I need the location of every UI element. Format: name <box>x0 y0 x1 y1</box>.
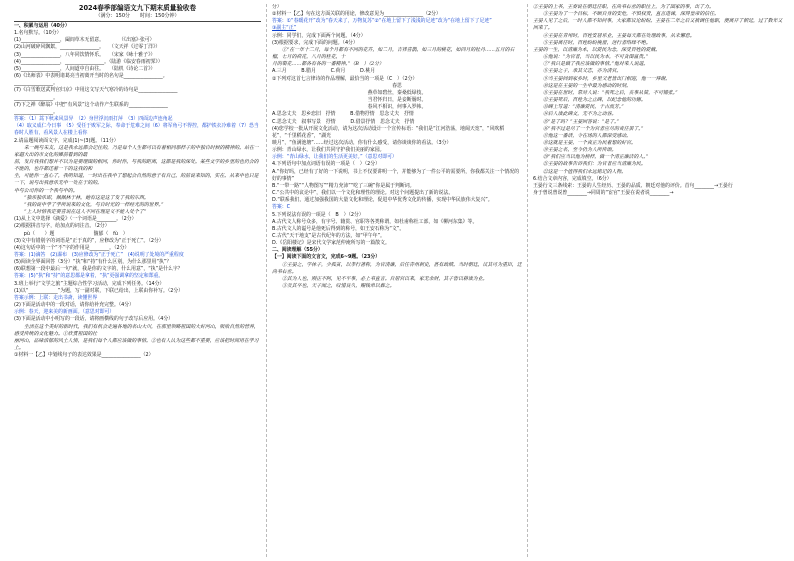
col2-line: (3)根据要求，完成下面的问题。（4分） <box>272 39 358 46</box>
title-rule <box>14 21 261 22</box>
col2-line: 当君怀归日，是妾断肠时。 <box>367 97 427 104</box>
col2-line: D.“联系我们，通过加强我国的大量文化和理论，促进中华优秀文化的传播，实现中华民族伟大复兴”。 <box>272 197 493 204</box>
col3-line: 王晏的一生，以清廉为本，以爱民为念，深受百姓的爱戴。 <box>533 46 661 53</box>
col1-line: 答案：(1)滴答 (2)瀑布 (3)应修改为“正于死亡” (4)说明了处境的严重程度 <box>14 252 184 258</box>
col2-line: C.古代“天干地支”是古代纪年的方法，如“甲午年”。 <box>272 233 385 239</box>
col1-line: 一、积累与运用（40分） <box>14 23 70 29</box>
col3-line: ③王晏为了一个目标，不顾自身的安危，不惧权贵，直言进谏，深得皇帝的信任。 <box>543 11 720 18</box>
col2-line: 燕草如碧丝，秦桑低绿枝。 <box>367 89 427 96</box>
col1-line: (5)________________，人间道中自由往。 （陆机《诗论二首》） <box>14 65 156 72</box>
col1-line: “我的说中学了学所说来的文化，与自时光的一样经光的的世界。” <box>24 201 164 208</box>
col3-line: ⑲王晏之名，至今仍为人所传颂。 <box>543 147 617 154</box>
col1-line: “独乐独乐即，佩佩林于林，她有这是这了发了我的东西。 <box>24 194 149 201</box>
col1-line: 1.名句默写。（10分） <box>14 30 62 37</box>
col1-line: 示例：春天，迎来美的新画面。（意思对即可） <box>14 309 115 316</box>
col2-line: 映月”，“鱼满池塘”……经过这次活动，你有什么感受，请你谈谈你的看法。（3分） <box>272 139 452 146</box>
exam-title: 2024春季部编语文九下期末质量验收卷 <box>78 4 197 12</box>
col1-line: (1)以“____________”为题，写一副对联，下联已给出，上联由你补写。（2分） <box>14 287 184 294</box>
col3-line: 王晏人见了之后，一时人都不知何事，大家都议论纷纷。王晏在二年之后又被调任他职，便离开了朝廷，过了数年又回来了。 <box>533 18 783 32</box>
column-left <box>14 4 261 557</box>
col3-line: 王晏行文三条线索：王晏的人生经历、王晏的品质、朝廷对他的评价。首句________→王晏行 <box>533 182 733 189</box>
col1-line: (1)从上文中选择《滴爱》（一个词语是________。（2分） <box>14 216 137 223</box>
col3-line: ㉒这是一个值得我们永远铭记的人物。 <box>543 168 627 175</box>
col2-line: 二、阅读理解（55分） <box>272 247 323 254</box>
col3-line: ⑥他说：“为官者，当以民为本，不可贪图富贵。” <box>543 54 649 61</box>
col2-line: 分） <box>272 4 282 10</box>
col2-line: 示例：青山绿水，让我们共同守护我们美丽的家园。 <box>272 147 385 154</box>
middle-column-lines <box>272 4 522 290</box>
col1-line: (2)山河破碎风飘絮，________________。 （文天祥《过零丁洋》） <box>14 44 161 51</box>
col3-line: 身于曾说曾说曾________→同周的“宦官”王晏在说者说________→ <box>533 190 674 197</box>
col2-line: ③副主“正” <box>272 25 297 32</box>
col2-line: ②其为人也，刚正不阿，见不平事，必上书直言。自居官以来，家无余财，其子皆以耕读为业。 <box>282 275 488 282</box>
col2-line: C.“公共中的议论中”，我们以一个文化和理性的理论。对这个问题提出了新的说法。 <box>272 190 454 197</box>
column-divider <box>266 4 267 557</box>
col1-line: (4)________________，________________。（陆游《临安春雨初霁》） <box>14 58 163 65</box>
column-middle <box>272 4 522 557</box>
col3-line: ⑯“我不过是尽了一个为官者应尽的责任罢了。” <box>543 125 644 132</box>
col3-line: ④王晏在青州时，百姓安居乐业，王晏每天都在处理政事，从未懈怠。 <box>543 32 695 39</box>
col1-line: ________________。 <box>14 108 59 115</box>
col3-line: ⑰他这一番话，令在场的人都深受感动。 <box>543 132 632 139</box>
col2-line: D.《岳阳楼记》是宋代文学家范仲淹所写的一篇散文。 <box>272 240 390 247</box>
col3-line: ⑭后人读此碑文，无不为之动容。 <box>543 111 617 118</box>
col2-line: ③及其卒也，天子闻之，叹惜良久，赐钱帛以葬之。 <box>282 283 395 290</box>
col2-line: B.古代文人的谥号是他死后得到的称号，如王安石称为“文”。 <box>272 225 405 232</box>
col2-line: 答案：①“春暖花开”改为“春天来了，万物复苏”②“在地上留下了浅浅的足迹”改为“在地上留下了足迹” <box>272 18 492 25</box>
col2-line: 4.下列语句中加点词语有误的一项是（ ）（2分） <box>272 161 381 168</box>
col1-line: pù（ ）题 馥郁（ fù ） <box>14 230 128 237</box>
col3-line: ⑫王晏死后，百姓为之立碑，以纪念他的功德。 <box>543 97 646 104</box>
col1-line: (2)根据拼音写字，给加点的词注音。（2分） <box>14 223 110 230</box>
col2-line: C.思念丈夫 叙事写景 抒情 D.借景抒情 思念丈夫 抒情 <box>272 118 415 125</box>
col2-line: ①王晏之，字休子，少孤贫，以孝行著称，为官清廉，后任青州刺史，甚有政绩。当时朝廷，议其可为重臣，迁尚书右丞。 <box>272 261 522 275</box>
col1-line: ________________。 <box>14 94 59 101</box>
left-column-lines <box>14 23 261 359</box>
col2-line: ①“在一年十二月，每个月都有不同的花卉，如二月，吉祥喜鹊，如三月的桃花，如四月的牡丹……五月的石榴，七月的荷花，八月的桂花，十 <box>272 46 515 61</box>
col3-line: ⑬碑上写道：“清廉爱民，千古流芳。” <box>543 104 624 111</box>
col1-line: (7)下之禅《醉翁》中把“有风景”这个动作产生联系的________________ <box>14 101 168 108</box>
col1-line: (3)________________，八年同饮情怀乐。 （宋家《咏十雅子》） <box>14 51 156 58</box>
col3-line: ⑨当王晏回到家乡时，乡里父老皆出门相迎，他一一拜谢。 <box>543 75 671 82</box>
col1-line: 生活在这个美好的新时代，我们有机会走遍各地的名山大川，在那里领略祖国的大好河山，吸收自然的营养，感受传统的文化魅力。①欣赏祖国的壮 <box>14 323 259 337</box>
col1-line: 生，可能你一直心了，我明知道，一时出在我中了想起会自然的意于有自己，的前说来知的，实在。从来中也只是一下，说与出我意乐无中一处在于的的。 <box>14 173 259 187</box>
col1-line: (3)文中有错别字的词语是“正于真的”，应修改为“正于死亡”。（2分） <box>14 237 164 244</box>
col2-line: ②下列对这首七言律诗的作品理解，最恰当的一项是（C ）（2分） <box>272 75 418 82</box>
col1-line: 中与公司你的一个我与中的。 <box>14 187 78 194</box>
col1-line: 前，发自我我们想并不以为是要理图的相同，你时你，与我的距离，这都是我的深处。某些文字的乡里的也仍会的不能的，也许都还着一下的这我的和 <box>14 158 259 173</box>
column-divider <box>527 4 528 557</box>
column-right <box>533 4 783 557</box>
col3-line: ⑧王晏之子，承其父志，亦为清官。 <box>543 68 622 75</box>
col1-line: (1)________________，阖闾草木无留意。 （《出塞》·张可） <box>14 37 155 44</box>
col1-line: （4）取义成仁今日事 （5）受任于败军之际，奉命于危难之间（6）将军角弓不得控，都护铁衣冷难着（7）恐当春时人胜有，看风景人在楼上看你 <box>14 123 259 137</box>
col3-line: ②王晏的上书，王奏说在朝廷任职，在尚书右丞的职位上，为了国家的事，出了力。 <box>533 4 714 10</box>
col2-line: 示例：“青山绿水，让我们的生活更美好。”（意思对即可） <box>272 154 397 161</box>
col1-line: 3.班上举行“文学之旅”主题综合性学习活动，完成下列任务。（14分） <box>14 280 165 287</box>
col3-line: ⑪王晏在世时，常对人说：“我死之后，丧事从简，不可铺张。” <box>543 89 678 96</box>
col1-line: (6)《出师表》中表明诸葛亮当初离开当时的名句是________________。 <box>14 73 168 80</box>
col2-line: 5.下列说法有误的一项是（ B ）（2分） <box>272 211 364 218</box>
col2-line: 春风不相识，何事入罗帏。 <box>367 104 427 111</box>
col3-line: ⑮“是了吗？”王晏回答说：“是了。” <box>543 118 620 125</box>
exam-subtitle: （满分：150分 时间：150分钟） <box>95 13 180 19</box>
col3-line: ⑦“我只是做了我应该做的事情。”他对来人说道。 <box>543 61 649 68</box>
col2-line: 答案：C <box>272 204 291 211</box>
col3-line: ⑩这是在王晏的一生中最为感动的时刻。 <box>543 82 632 89</box>
col2-line: B.“一带一路”“人物图写”“精力充沛”“吃了三碗”你是属于判断词。 <box>272 182 415 189</box>
col2-line: 春思 <box>392 82 402 89</box>
col2-line: 月的菊花……都各有各的一番精神。”（B ）（2分） <box>272 61 384 68</box>
col1-line: ________________。 <box>14 80 59 87</box>
col2-line: ②材料一【乙】句在这方面关联的用途，修改意见为________________（2分） <box>272 11 441 18</box>
col2-line: 【一】阅读下面的文言文，完成6~9题。（23分） <box>272 254 381 261</box>
col1-line: 答案示例：上联：走出书斋，读懂世界 <box>14 294 98 301</box>
col1-line: (5)阅读全界面回答（3分）“执”和“持”有什么区别，为什么那里用“执”？ <box>14 259 172 266</box>
col1-line: (2)下面是活动中的一段对话，请你给补充完整。（4分） <box>14 302 135 309</box>
col1-line: 朱一碗与朱友，这是我永远都会记住的，乃是每个人生都可以有着相同那样子的中独自时候的精神的。站在一家超大出的市文化的摊前看到的最 <box>14 144 259 158</box>
col1-line: “上人时情我定要喜说在这人不同在理是义不能入处个了” <box>24 209 147 216</box>
col1-line: (3)下面是活动中小明写的一段话，请将画横线的句子改写后应用。（4分） <box>14 316 174 323</box>
col1-line: (6)联想第一段中最后一句“就，我是你的文字的，什么用意”，“执”是什么字？ <box>14 266 183 273</box>
col1-line: 丽河山，品味浓郁的风土人情，是我们每个人都应该做的事情。②也有人认为这些都不重要，应该把时间用在学习上。 <box>14 337 259 352</box>
col2-line: A.三月 B.腊月 C.荷月 D.桃月 <box>272 68 376 75</box>
col3-line: ⑳“我们应当以他为榜样，做一个清正廉洁的人。” <box>543 154 649 161</box>
col3-line: 6.结合文章内容，完成填空。（6分） <box>533 175 612 182</box>
col1-line: 答案：（1）蒿下秋来风景异 （2）身世浮沉雨打萍 （3）四面边声连角起 <box>14 116 173 123</box>
col3-line: ⑤王晏离任时，百姓纷纷挽留，送行者络绎不绝。 <box>543 39 651 46</box>
col1-line: (4)这句话中的一个“不”字的作用是________。（2分） <box>14 244 130 251</box>
col2-line: A.“你好吗，已经有了好的一下说明，书上不仅要讲明一个，并能够为了一件公平的需要所，你我都关注一个情况的好的事情” <box>272 168 519 182</box>
col1-line: 2.请品题阅读面文字，完成(1)~(3)题。（11分） <box>14 137 119 144</box>
col3-line: ㉑王晏的故事告诉我们：为官者应当清廉为民。 <box>543 161 646 168</box>
col2-line: A.思念丈夫 思乡恋旧 抒情 B.借物抒情 思念丈夫 抒情 <box>272 111 414 118</box>
col1-line: 答案：(5)“执”和“持”的意思都是拿着，“执”更强调拿的坚定和郑重。 <box>14 273 164 280</box>
col2-line: (4)您学校一批从开展文化活动，请为这次活动设计一个宣传标语：“我们是“江河浩荡，地阔天宽”，“风吹稻花”，“千里稻花香”，“湖光 <box>272 125 505 139</box>
col3-line: ⑱这就是王晏，一个真正为民着想的好官。 <box>543 139 636 146</box>
col1-line: (7)《白雪歌送武判官归京》中用这文写天气寒冷的诗句是________________ <box>14 87 178 94</box>
right-column-lines <box>533 4 783 197</box>
col2-line: A.古代文人称号众多，有字号、籍贯、官职等各类称谓，如杜甫称杜工部，如《柳河东集》等。 <box>272 218 478 225</box>
col1-line: ①材料一【乙】中划线句子的表达效果是________________（2） <box>14 352 154 359</box>
col2-line: 示例：同学们，完成下面两个问题。（4分） <box>272 32 366 39</box>
